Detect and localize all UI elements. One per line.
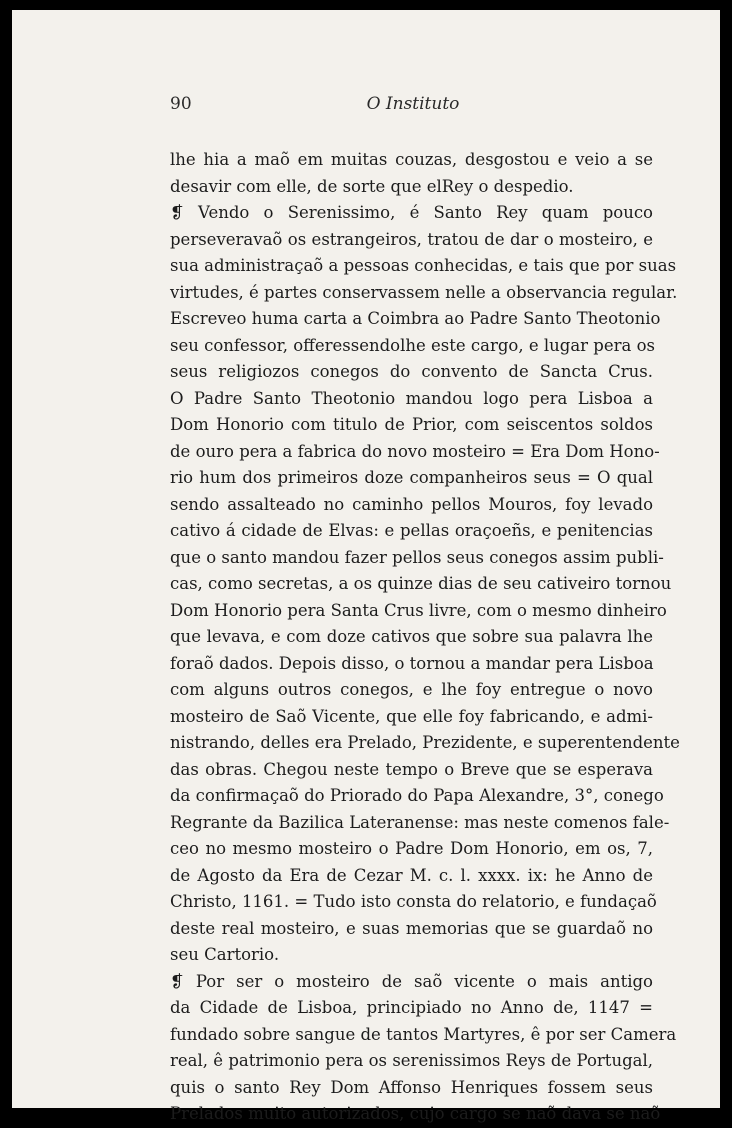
- text-line: quis o santo Rey Dom Affonso Henriques fossem seus: [170, 1077, 653, 1097]
- book-page: [12, 10, 720, 1123]
- paragraph-start-line: ❡ Por ser o mosteiro de saõ vicente o mais antigo: [170, 971, 653, 991]
- text-line: sendo assalteado no caminho pellos Mouros, foy levado: [170, 494, 653, 514]
- text-line: que levava, e com doze cativos que sobre sua palavra lhe: [170, 627, 653, 646]
- page-header: [170, 94, 656, 120]
- text-line: nistrando, delles era Prelado, Prezidente, e superentendente: [170, 733, 680, 752]
- text-line: da Cidade de Lisboa, principiado no Anno de, 1147 =: [170, 998, 653, 1017]
- text-line: Christo, 1161. = Tudo isto consta do relatorio, e fundaçaõ: [170, 892, 657, 911]
- text-line: ceo no mesmo mosteiro o Padre Dom Honorio, em os, 7,: [170, 839, 653, 858]
- text-line: rio hum dos primeiros doze companheiros seus = O qual: [170, 468, 653, 487]
- text-line: cas, como secretas, a os quinze dias de seu cativeiro tornou: [170, 574, 672, 593]
- body-text: [170, 147, 680, 1128]
- text-line: foraõ dados. Depois disso, o tornou a mandar pera Lisboa: [170, 653, 654, 673]
- text-line: de ouro pera a fabrica do novo mosteiro = Era Dom Hono-: [170, 441, 660, 461]
- text-line: mosteiro de Saõ Vicente, que elle foy fabricando, e admi-: [170, 706, 653, 726]
- text-line: virtudes, é partes conservassem nelle a observancia regular.: [170, 282, 678, 302]
- text-line: perseveravaõ os estrangeiros, tratou de dar o mosteiro, e: [170, 229, 653, 249]
- text-line: cativo á cidade de Elvas: e pellas oraçoeñs, e penitencias: [170, 521, 653, 540]
- text-line: Escreveo huma carta a Coimbra ao Padre Santo Theotonio: [170, 309, 661, 328]
- text-line: das obras. Chegou neste tempo o Breve que se esperava: [170, 759, 653, 779]
- text-line: da confirmaçaõ do Priorado do Papa Alexandre, 3°, conego: [170, 786, 664, 805]
- text-line: Dom Honorio com titulo de Prior, com seiscentos soldos: [170, 415, 653, 434]
- text-line: seus religiozos conegos do convento de Sancta Crus.: [170, 362, 653, 381]
- text-line: que o santo mandou fazer pellos seus conegos assim publi-: [170, 547, 664, 567]
- text-line: real, ê patrimonio pera os serenissimos Reys de Portugal,: [170, 1051, 653, 1070]
- text-line: O Padre Santo Theotonio mandou logo pera Lisboa a: [170, 388, 653, 408]
- text-line: Regrante da Bazilica Lateranense: mas neste comenos fale-: [170, 812, 670, 832]
- text-line: lhe hia a maõ em muitas couzas, desgostou e veio a se: [170, 150, 653, 169]
- text-line: seu Cartorio.: [170, 945, 280, 964]
- text-line: deste real mosteiro, e suas memorias que se guardaõ no: [170, 918, 653, 938]
- text-line: com alguns outros conegos, e lhe foy entregue o novo: [170, 680, 653, 699]
- text-line: seu confessor, offeressendolhe este cargo, e lugar pera os: [170, 335, 655, 355]
- page-number: 90: [170, 94, 192, 114]
- text-line: sua administraçaõ a pessoas conhecidas, e tais que por suas: [170, 256, 677, 275]
- text-line: desavir com elle, de sorte que elRey o despedio.: [170, 176, 574, 196]
- text-line: Dom Honorio pera Santa Crus livre, com o mesmo dinheiro: [170, 600, 667, 620]
- text-line: de Agosto da Era de Cezar M. c. l. xxxx. ix: he Anno de: [170, 865, 653, 885]
- running-title: O Instituto: [366, 94, 460, 114]
- text-line: Prelados muito autorizados, cujo cargo se naõ dava se naõ: [170, 1104, 661, 1123]
- paragraph-start-line: ❡ Vendo o Serenissimo, é Santo Rey quam pouco: [170, 203, 653, 222]
- text-line: fundado sobre sangue de tantos Martyres, ê por ser Camera: [170, 1024, 677, 1044]
